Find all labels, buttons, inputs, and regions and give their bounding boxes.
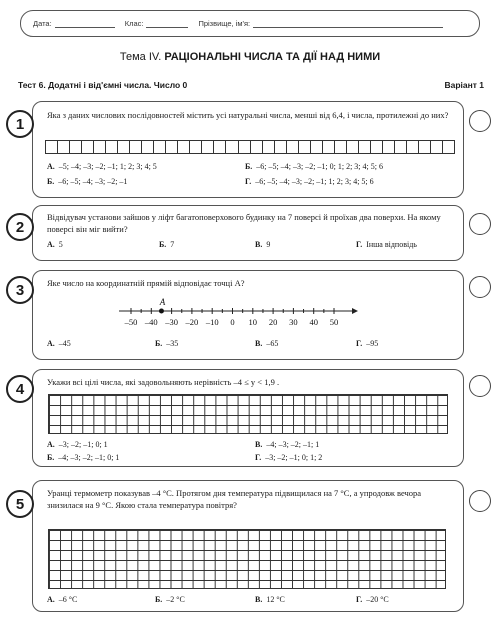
option-text: –3; –2; –1; 0; 1 [58,440,108,449]
test-title-row [18,80,484,90]
date-field[interactable] [33,19,115,28]
option-text: 9 [266,240,271,249]
option-text: –65 [266,339,279,348]
question-card-1 [32,101,464,198]
option-letter: Б. [47,453,55,462]
option-text: –4; –3; –2; –1; 0; 1 [58,453,120,462]
question-card-4 [32,369,464,467]
option-1-g[interactable] [245,177,374,186]
question-number-1: 1 [6,110,34,138]
answer-cells-1[interactable] [45,140,455,154]
tick-label: 10 [248,317,258,327]
option-letter: Г. [356,339,363,348]
option-text: –35 [166,339,179,348]
name-label: Прізвище, ім'я: [198,19,251,28]
option-2-g[interactable] [356,240,417,249]
tick-label: –30 [165,317,178,327]
option-letter: Г. [255,453,262,462]
option-letter: В. [255,240,263,249]
student-info-header [20,10,480,37]
tick-label: 40 [309,317,318,327]
option-5-v[interactable] [255,595,285,604]
question-4-text: Укажи всі цілі числа, які задовольняють нерівність –4 ≤ y < 1,9 . [47,377,280,387]
theme-prefix: Тема IV. [119,51,162,63]
option-3-b[interactable] [155,339,178,348]
question-number-5: 5 [6,490,34,518]
option-text: –6; –5; –4; –3; –2; –1; 0; 1; 2; 3; 4; 5; 6 [256,162,383,171]
name-field[interactable] [198,19,443,28]
option-letter: А. [47,595,55,604]
answer-circle-4[interactable] [469,375,491,397]
option-1-b2[interactable] [245,162,383,171]
tick-label: 30 [289,317,298,327]
tick-label: 20 [268,317,278,327]
option-letter: Б. [47,177,55,186]
option-text: –3; –2; –1; 0; 1; 2 [265,453,323,462]
option-5-a[interactable] [47,595,77,604]
option-5-b[interactable] [155,595,185,604]
variant-label: Варіант 1 [444,80,484,90]
answer-grid-5[interactable] [48,529,446,589]
date-label: Дата: [33,19,52,28]
tick-label: –10 [205,317,219,327]
option-letter: Г. [356,595,363,604]
option-text: –95 [366,339,379,348]
option-letter: А. [47,240,55,249]
option-letter: А. [47,440,55,449]
option-1-a[interactable] [47,162,157,171]
option-text: –45 [58,339,71,348]
question-number-4: 4 [6,375,34,403]
option-text: Інша відповідь [366,240,417,249]
option-text: –6 °C [58,595,78,604]
answer-circle-1[interactable] [469,110,491,132]
option-text: –2 °C [166,595,185,604]
option-2-b[interactable] [159,240,174,249]
option-text: –4; –3; –2; –1; 1 [266,440,320,449]
option-3-v[interactable] [255,339,278,348]
option-letter: А. [47,162,55,171]
tick-label: 0 [230,317,235,327]
answer-circle-3[interactable] [469,276,491,298]
question-3-text: Яке число на координатній прямій відповідає точці A? [47,278,245,288]
option-2-a[interactable] [47,240,63,249]
option-letter: Г. [245,177,252,186]
class-label: Клас: [124,19,144,28]
question-2-text: Відвідувач установи зайшов у ліфт багатоповерхового будинку на 7 поверсі й проїхав два поверхи. На якому поверсі він міг вийти? [47,212,441,234]
answer-grid-4[interactable] [48,394,448,434]
answer-circle-2[interactable] [469,213,491,235]
option-letter: Б. [155,339,163,348]
question-card-3 [32,270,464,360]
option-text: 5 [58,240,63,249]
test-title: Тест 6. Додатні і від'ємні числа. Число 0 [18,80,188,90]
question-number-3: 3 [6,276,34,304]
question-card-5 [32,480,464,612]
question-5-text: Уранці термометр показував –4 °C. Протягом дня температура підвищилася на 7 °C, а упродовж вечора знизилася на 9 °C. Якою стала температура повітря? [47,488,422,510]
option-letter: Б. [245,162,253,171]
tick-label: –20 [185,317,199,327]
option-letter: В. [255,339,263,348]
coordinate-line [33,291,465,331]
option-letter: В. [255,595,263,604]
option-text: 7 [170,240,175,249]
question-1-text: Яка з даних числових послідовностей містить усі натуральні числа, менші від 6,4, і числа, протилежні до них? [47,110,449,120]
option-4-v[interactable] [255,440,319,449]
option-4-g[interactable] [255,453,322,462]
option-letter: Б. [159,240,167,249]
tick-label: –40 [144,317,158,327]
question-card-2 [32,205,464,261]
option-letter: Г. [356,240,363,249]
option-4-b[interactable] [47,453,119,462]
option-4-a[interactable] [47,440,108,449]
option-letter: Б. [155,595,163,604]
option-5-g[interactable] [356,595,389,604]
option-text: –6; –5; –4; –3; –2; –1; 1; 2; 3; 4; 5; 6 [255,177,374,186]
question-number-2: 2 [6,213,34,241]
point-a-label: A [159,297,166,307]
option-text: –5; –4; –3; –2; –1; 1; 2; 3; 4; 5 [58,162,157,171]
point-a [159,309,164,314]
option-letter: А. [47,339,55,348]
theme-name: РАЦІОНАЛЬНІ ЧИСЛА ТА ДІЇ НАД НИМИ [164,51,381,63]
number-line-arrow [352,308,358,314]
option-3-g[interactable] [356,339,378,348]
option-3-a[interactable] [47,339,71,348]
tick-label: –50 [124,317,138,327]
option-1-b[interactable] [47,177,127,186]
option-letter: В. [255,440,263,449]
option-text: –6; –5; –4; –3; –2; –1 [58,177,128,186]
theme-title [0,51,500,63]
option-text: 12 °C [266,595,285,604]
class-field[interactable] [125,19,189,28]
tick-label: 50 [329,317,339,327]
answer-circle-5[interactable] [469,490,491,512]
option-text: –20 °C [366,595,389,604]
option-2-v[interactable] [255,240,270,249]
